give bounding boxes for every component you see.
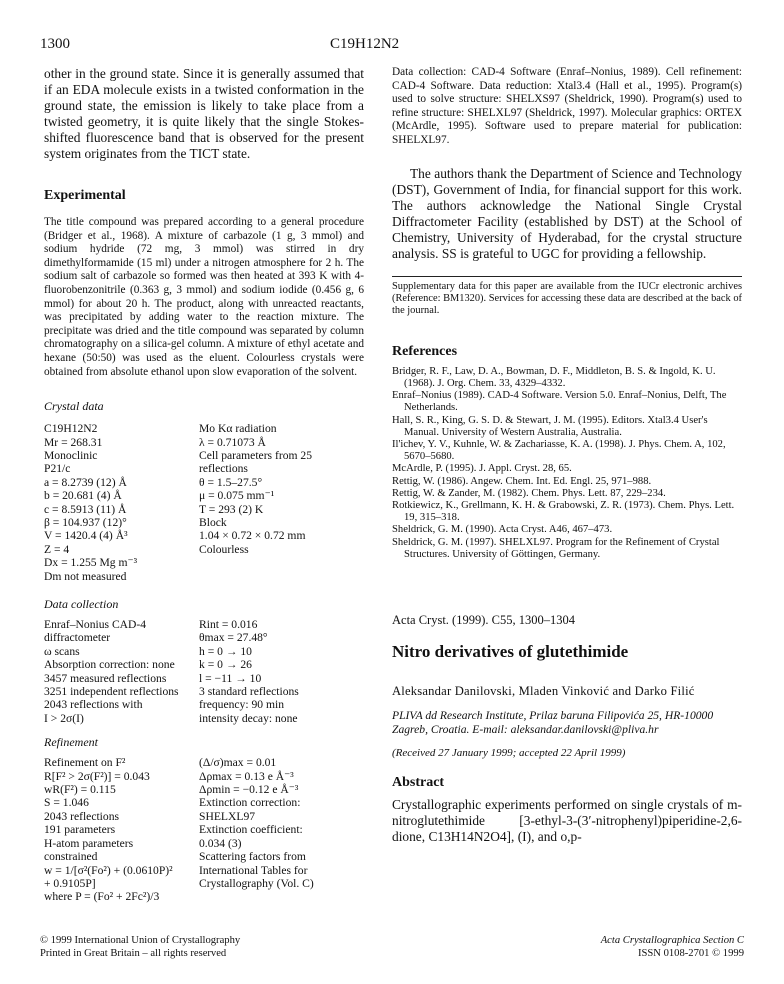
- refinement-cell: Extinction coefficient:: [199, 823, 303, 837]
- abstract-text: Crystallographic experiments performed on single crystals of m-nitroglutethimide [3-ethyl-3-(3′-nitrophenyl)piperidine-2,6-dione, C13H14N2O4], (I), and o,p-: [392, 797, 742, 845]
- refinement-cell: Scattering factors from: [199, 850, 306, 864]
- crystal-data-cell: Cell parameters from 25: [199, 448, 312, 462]
- refinement-cell: w = 1/[σ²(Fo²) + (0.0610P)²: [44, 863, 173, 877]
- crystal-data-cell: C19H12N2: [44, 422, 98, 436]
- running-header-formula: C19H12N2: [330, 36, 400, 52]
- data-collection-heading: Data collection: [44, 597, 119, 611]
- crystal-data-cell: μ = 0.075 mm⁻¹: [199, 489, 275, 503]
- reference-item: Rotkiewicz, K., Grellmann, K. H. & Grabowski, Z. R. (1973). Chem. Phys. Lett. 19, 315–318.: [392, 500, 735, 524]
- reference-item: Hall, S. R., King, G. S. D. & Stewart, J. M. (1995). Editors. Xtal3.4 User's Manual. University of Western Australia, Australia.: [392, 414, 708, 438]
- crystal-data-heading: Crystal data: [44, 399, 104, 414]
- abstract-heading: Abstract: [392, 775, 445, 791]
- refinement-cell: [199, 890, 364, 903]
- data-collection-cell: h = 0 → 10: [199, 644, 252, 658]
- crystal-data-cell: V = 1420.4 (4) Å³: [44, 529, 128, 543]
- crystal-data-cell: Dm not measured: [44, 569, 127, 583]
- footer-printed: Printed in Great Britain – all rights reserved: [40, 948, 227, 959]
- crystal-data-cell: Mr = 268.31: [44, 435, 103, 449]
- data-collection-cell: Rint = 0.016: [199, 618, 258, 631]
- supplementary-divider: [392, 276, 742, 277]
- data-collection-cell: Absorption correction: none: [44, 658, 175, 672]
- references-heading: References: [392, 343, 458, 359]
- refinement-heading: Refinement: [44, 735, 98, 750]
- refinement-cell: H-atom parameters: [44, 836, 134, 850]
- crystal-data-cell: Block: [199, 515, 227, 529]
- refinement-cell: 191 parameters: [44, 823, 116, 837]
- references-list: [392, 366, 742, 561]
- article-authors: Aleksandar Danilovski, Mladen Vinković and Darko Filić: [392, 684, 695, 699]
- experimental-heading: Experimental: [44, 188, 126, 203]
- refinement-cell: + 0.9105P]: [44, 876, 96, 890]
- data-collection-cell: intensity decay: none: [199, 711, 298, 725]
- left-column: [44, 66, 364, 904]
- footer-copyright: © 1999 International Union of Crystallography: [40, 935, 241, 946]
- crystal-data-cell: Dx = 1.255 Mg m⁻³: [44, 556, 138, 570]
- footer-journal: Acta Crystallographica Section C: [600, 935, 744, 946]
- crystal-data-cell: λ = 0.71073 Å: [199, 435, 266, 449]
- data-collection-cell: l = −11 → 10: [199, 671, 262, 685]
- crystal-data-cell: θ = 1.5–27.5°: [199, 475, 263, 489]
- data-collection-cell: Enraf–Nonius CAD-4: [44, 618, 147, 631]
- right-column: [392, 66, 742, 845]
- data-collection-cell: 2043 reflections with: [44, 698, 143, 712]
- crystal-data-cell: T = 293 (2) K: [199, 502, 264, 516]
- refinement-cell: Δρmax = 0.13 e Å⁻³: [199, 769, 294, 783]
- article-citation: Acta Cryst. (1999). C55, 1300–1304: [392, 613, 575, 628]
- crystal-data-cell: Z = 4: [44, 542, 70, 556]
- crystal-data-cell: a = 8.2739 (12) Å: [44, 475, 127, 489]
- crystal-data-cell: Mo Kα radiation: [199, 422, 277, 436]
- refinement-cell: Extinction correction:: [199, 796, 301, 810]
- footer-right: [518, 934, 744, 960]
- experimental-paragraph: The title compound was prepared according to a general procedure (Bridger et al., 1968). A mixture of carbazole (1 g, 3 mmol) and sodium hydride (72 mg, 3 mmol) was stirred in dry dimethylformamide (15 ml) under a nitrogen atmosphere for 2 h. The sodium salt of carbazole so formed was then heated at 393 K with 4-fluorobenzonitrile (0.363 g, 3 mmol) and sodium iodide (0.456 g, 6 mmol) for about 20 h. The product, along with unreacted reactants, was precipitated by adding water to the reaction mixture. The precipitate was dried and the title compound was separated by column chromatography on a silica-gel column. A mixture of ethyl acetate and hexane (50:50) was used as the eluent. Colourless crystals were obtained from absolute ethanol upon slow evaporation of the solvent.: [44, 216, 364, 378]
- crystal-data-cell: b = 20.681 (4) Å: [44, 489, 122, 503]
- crystal-data-cell: c = 8.5913 (11) Å: [44, 502, 127, 516]
- data-collection-cell: I > 2σ(I): [44, 711, 84, 725]
- acknowledgement-paragraph: The authors thank the Department of Science and Technology (DST), Government of India, for financial support for this work. The authors acknowledge the National Single Crystal Diffractometer Facility (established by DST) at the School of Chemistry, University of Hyderabad, for the crystal structure analysis. SS is grateful to UGC for providing a fellowship.: [392, 165, 742, 261]
- data-collection-cell: k = 0 → 26: [199, 658, 252, 672]
- data-collection-cell: θmax = 27.48°: [199, 631, 268, 645]
- crystal-data-cell: [199, 570, 364, 583]
- reference-item: Rettig, W. & Zander, M. (1982). Chem. Phys. Lett. 87, 229–234.: [392, 487, 666, 499]
- crystal-data-cell: 1.04 × 0.72 × 0.72 mm: [199, 529, 306, 543]
- refinement-cell: 2043 reflections: [44, 809, 120, 823]
- article-title: Nitro derivatives of glutethimide: [392, 642, 629, 662]
- refinement-cell: Δρmin = −0.12 e Å⁻³: [199, 783, 299, 797]
- footer-left: [40, 934, 240, 960]
- refinement-cell: S = 1.046: [44, 796, 89, 810]
- footer-issn: ISSN 0108-2701 © 1999: [637, 948, 744, 959]
- refinement-cell: (Δ/σ)max = 0.01: [199, 756, 277, 770]
- reference-item: Enraf–Nonius (1989). CAD-4 Software. Version 5.0. Enraf–Nonius, Delft, The Netherlands.: [392, 390, 727, 414]
- article-affiliation: PLIVA dd Research Institute, Prilaz baruna Filipovića 25, HR-10000 Zagreb, Croatia. E-mail: aleksandar.danilovski@pliva.hr: [392, 709, 714, 737]
- crystal-data-cell: [199, 556, 364, 569]
- article-dates: (Received 27 January 1999; accepted 22 April 1999): [392, 747, 626, 760]
- reference-item: Sheldrick, G. M. (1990). Acta Cryst. A46, 467–473.: [392, 524, 613, 536]
- refinement-cell: International Tables for: [199, 863, 308, 877]
- reference-item: Rettig, W. (1986). Angew. Chem. Int. Ed. Engl. 25, 971–988.: [392, 475, 652, 487]
- intro-paragraph: other in the ground state. Since it is generally assumed that if an EDA molecule exists in a twisted conformation in the ground state, the emission is likely to take place from a twisted geometry, it is quite likely that the single Stokes-shifted fluorescence band that is observed for the present system originates from the TICT state.: [44, 66, 364, 161]
- reference-item: Il'ichev, Y. V., Kuhnle, W. & Zachariasse, K. A. (1998). J. Phys. Chem. A, 102, 5670–5680.: [392, 439, 726, 463]
- crystal-data-cell: P21/c: [44, 462, 71, 476]
- data-collection-cell: 3457 measured reflections: [44, 671, 167, 685]
- reference-item: McArdle, P. (1995). J. Appl. Cryst. 28, 65.: [392, 463, 572, 475]
- refinement-cell: Crystallography (Vol. C): [199, 876, 314, 890]
- supplementary-note: Supplementary data for this paper are available from the IUCr electronic archives (Reference: BM1320). Services for accessing these data are described at the back of the journal.: [392, 280, 742, 317]
- refinement-cell: wR(F²) = 0.115: [44, 783, 116, 797]
- data-collection-cell: 3 standard reflections: [199, 685, 299, 699]
- data-collection-cell: frequency: 90 min: [199, 698, 284, 712]
- page-number: 1300: [40, 36, 70, 52]
- crystal-data-cell: Monoclinic: [44, 448, 98, 462]
- refinement-cell: SHELXL97: [199, 809, 256, 823]
- refinement-cell: constrained: [44, 850, 98, 864]
- refinement-cell: 0.034 (3): [199, 836, 242, 850]
- data-collection-table: [44, 618, 364, 725]
- crystal-data-table: [44, 422, 364, 583]
- reference-item: Sheldrick, G. M. (1997). SHELXL97. Program for the Refinement of Crystal Structures. University of Göttingen, Germany.: [392, 536, 720, 560]
- refinement-table: [44, 756, 364, 903]
- crystal-data-cell: reflections: [199, 462, 248, 476]
- refinement-cell: Refinement on F²: [44, 756, 126, 770]
- reference-item: Bridger, R. F., Law, D. A., Bowman, D. F., Middleton, B. S. & Ingold, K. U. (1968). J. Org. Chem. 33, 4329–4332.: [392, 365, 716, 389]
- refinement-cell: R[F² > 2σ(F²)] = 0.043: [44, 769, 150, 783]
- refinement-cell: where P = (Fo² + 2Fc²)/3: [44, 890, 160, 904]
- data-collection-cell: 3251 independent reflections: [44, 685, 179, 699]
- software-paragraph: Data collection: CAD-4 Software (Enraf–Nonius, 1989). Cell refinement: CAD-4 Software. Data reduction: Xtal3.4 (Hall et al., 1995). Program(s) used to solve structure: SHELXS97 (Sheldrick, 1990). Program(s) used to refine structure: SHELXL97 (Sheldrick, 1997). Molecular graphics: ORTEX (McArdle, 1995). Software used to prepare material for publication: SHELXL97.: [392, 66, 742, 146]
- crystal-data-cell: Colourless: [199, 542, 249, 556]
- crystal-data-cell: β = 104.937 (12)°: [44, 515, 127, 529]
- data-collection-cell: diffractometer: [44, 631, 111, 645]
- data-collection-cell: ω scans: [44, 644, 80, 658]
